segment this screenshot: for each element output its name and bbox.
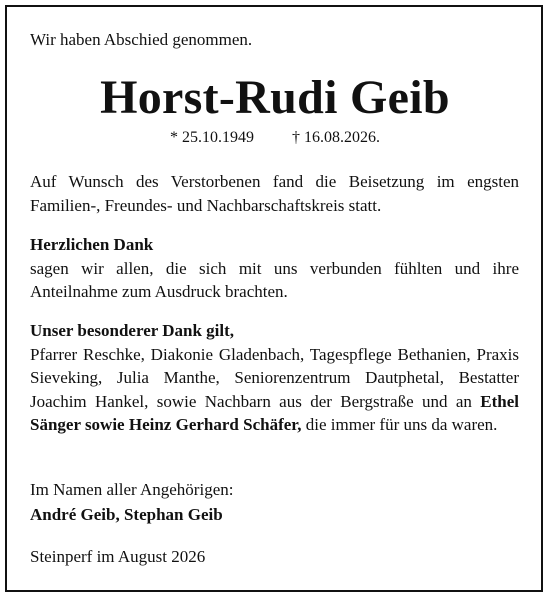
closing-names: André Geib, Stephan Geib <box>30 505 223 524</box>
special-thanks-text-before: Pfarrer Reschke, Diakonie Gladenbach, Tagespflege Bethanien, Praxis Sieveking, Julia Manthe, Seniorenzentrum Dautphetal, Bestatter Joachim Hankel, sowie Nachbarn aus der Bergstraße und an <box>30 344 519 411</box>
special-thanks-text-after: die immer für uns da waren. <box>301 415 498 434</box>
thanks-section <box>30 233 519 304</box>
deceased-name: Horst-Rudi Geib <box>100 71 450 124</box>
thanks-text: sagen wir allen, die sich mit uns verbunden fühlten und ihre Anteilnahme zum Ausdruck brachten. <box>30 258 519 301</box>
closing-label: Im Namen aller Angehörigen: <box>30 480 234 499</box>
birth-date: * 25.10.1949 <box>170 129 254 146</box>
thanks-heading: Herzlichen Dank <box>30 235 154 254</box>
life-dates <box>0 127 550 149</box>
special-thanks-text <box>30 343 519 437</box>
special-thanks-highlight: Ethel Sänger sowie Heinz Gerhard Schäfer, <box>30 391 519 434</box>
burial-paragraph: Auf Wunsch des Verstorbenen fand die Beisetzung im engsten Familien-, Freundes- und Nachbarschaftskreis statt. <box>30 172 519 215</box>
special-thanks-heading: Unser besonderer Dank gilt, <box>30 321 235 340</box>
intro-line: Wir haben Abschied genommen. <box>30 30 253 49</box>
place-date: Steinperf im August 2026 <box>30 547 206 566</box>
special-thanks-section <box>30 319 519 437</box>
death-date: † 16.08.2026. <box>292 129 380 146</box>
